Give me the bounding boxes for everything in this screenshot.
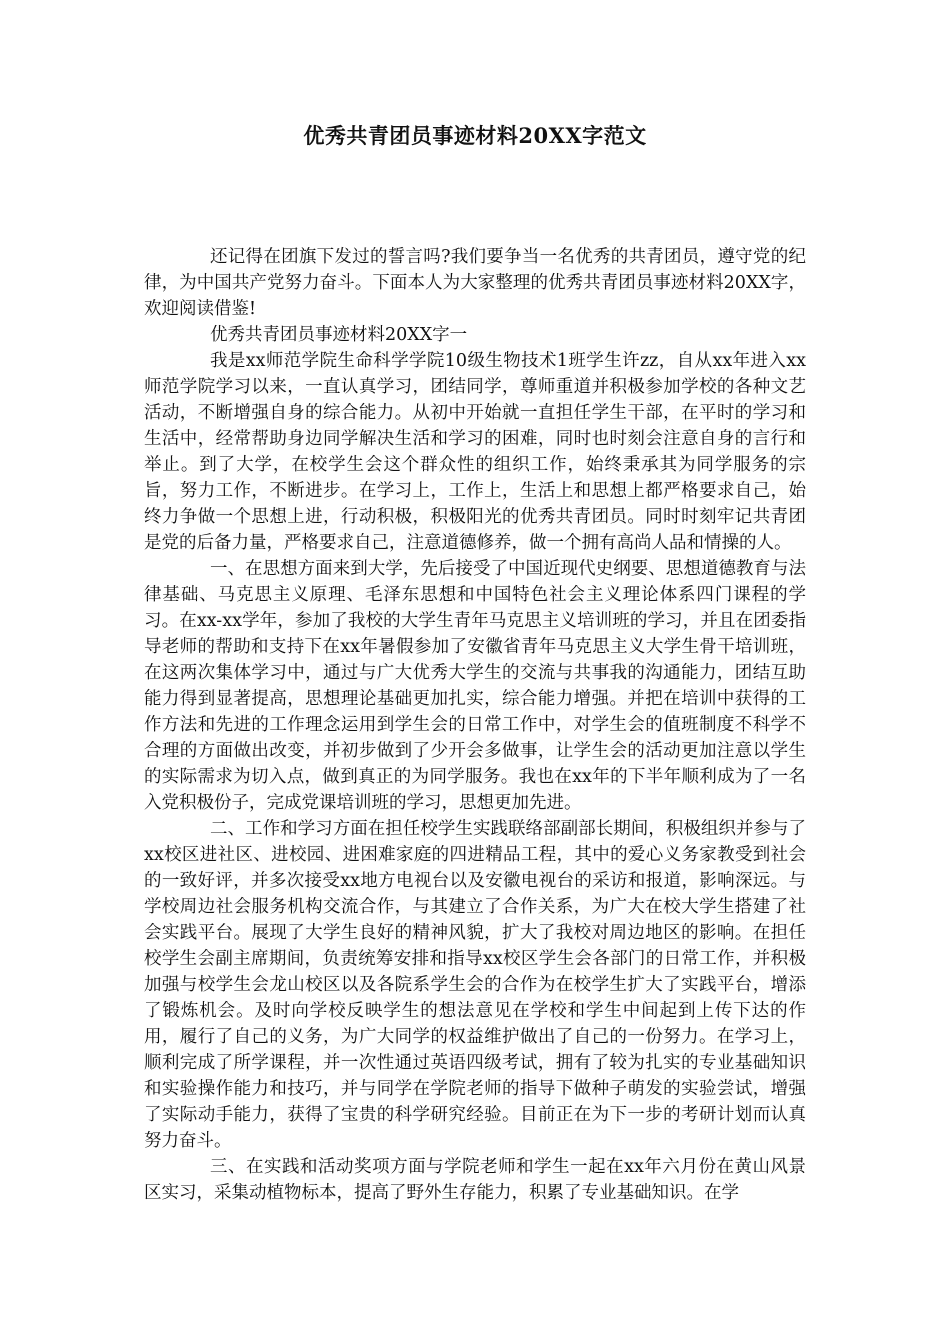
body-paragraph: 一、在思想方面来到大学，先后接受了中国近现代史纲要、思想道德教育与法律基础、马克思主义原理、毛泽东思想和中国特色社会主义理论体系四门课程的学习。在xx-xx学年，参加了我校的大学生青年马克思主义培训班的学习，并且在团委指导老师的帮助和支持下在xx年暑假参加了安徽省青年马克思主义大学生骨干培训班，在这两次集体学习中，通过与广大优秀大学生的交流与共事我的沟通能力，团结互助能力得到显著提高，思想理论基础更加扎实，综合能力增强。并把在培训中获得的工作方法和先进的工作理念运用到学生会的日常工作中，对学生会的值班制度不科学不合理的方面做出改变，并初步做到了少开会多做事，让学生会的活动更加注意以学生的实际需求为切入点，做到真正的为同学服务。我也在xx年的下半年顺利成为了一名入党积极份子，完成党课培训班的学习，思想更加先进。: [144, 559, 806, 813]
section-heading: 优秀共青团员事迹材料20XX字一: [210, 325, 468, 345]
document-title: 优秀共青团员事迹材料20XX字范文: [303, 123, 647, 148]
intro-paragraph: 还记得在团旗下发过的誓言吗?我们要争当一名优秀的共青团员，遵守党的纪律，为中国共产党努力奋斗。下面本人为大家整理的优秀共青团员事迹材料20XX字，欢迎阅读借鉴!: [144, 247, 806, 319]
body-paragraph: 我是xx师范学院生命科学学院10级生物技术1班学生许zz，自从xx年进入xx师范学院学习以来，一直认真学习，团结同学，尊师重道并积极参加学校的各种文艺活动，不断增强自身的综合能力。从初中开始就一直担任学生干部，在平时的学习和生活中，经常帮助身边同学解决生活和学习的困难，同时也时刻会注意自身的言行和举止。到了大学，在校学生会这个群众性的组织工作，始终秉承其为同学服务的宗旨，努力工作，不断进步。在学习上，工作上，生活上和思想上都严格要求自己，始终力争做一个思想上进，行动积极，积极阳光的优秀共青团员。同时时刻牢记共青团是党的后备力量，严格要求自己，注意道德修养，做一个拥有高尚人品和情操的人。: [144, 351, 806, 553]
document-body: [144, 244, 806, 1206]
body-paragraph: 三、在实践和活动奖项方面与学院老师和学生一起在xx年六月份在黄山风景区实习，采集动植物标本，提高了野外生存能力，积累了专业基础知识。在学: [144, 1157, 806, 1203]
body-paragraph: 二、工作和学习方面在担任校学生实践联络部副部长期间，积极组织并参与了xx校区进社区、进校园、进困难家庭的四进精品工程，其中的爱心义务家教受到社会的一致好评，并多次接受xx地方电视台以及安徽电视台的采访和报道，影响深远。与学校周边社会服务机构交流合作，与其建立了合作关系，为广大在校大学生搭建了社会实践平台。展现了大学生良好的精神风貌，扩大了我校对周边地区的影响。在担任校学生会副主席期间，负责统筹安排和指导xx校区学生会各部门的日常工作，并积极加强与校学生会龙山校区以及各院系学生会的合作为在校学生扩大了实践平台，增添了锻炼机会。及时向学校反映学生的想法意见在学校和学生中间起到上传下达的作用，履行了自己的义务，为广大同学的权益维护做出了自己的一份努力。在学习上，顺利完成了所学课程，并一次性通过英语四级考试，拥有了较为扎实的专业基础知识和实验操作能力和技巧，并与同学在学院老师的指导下做种子萌发的实验尝试，增强了实际动手能力，获得了宝贵的科学研究经验。目前正在为下一步的考研计划而认真努力奋斗。: [144, 819, 806, 1151]
